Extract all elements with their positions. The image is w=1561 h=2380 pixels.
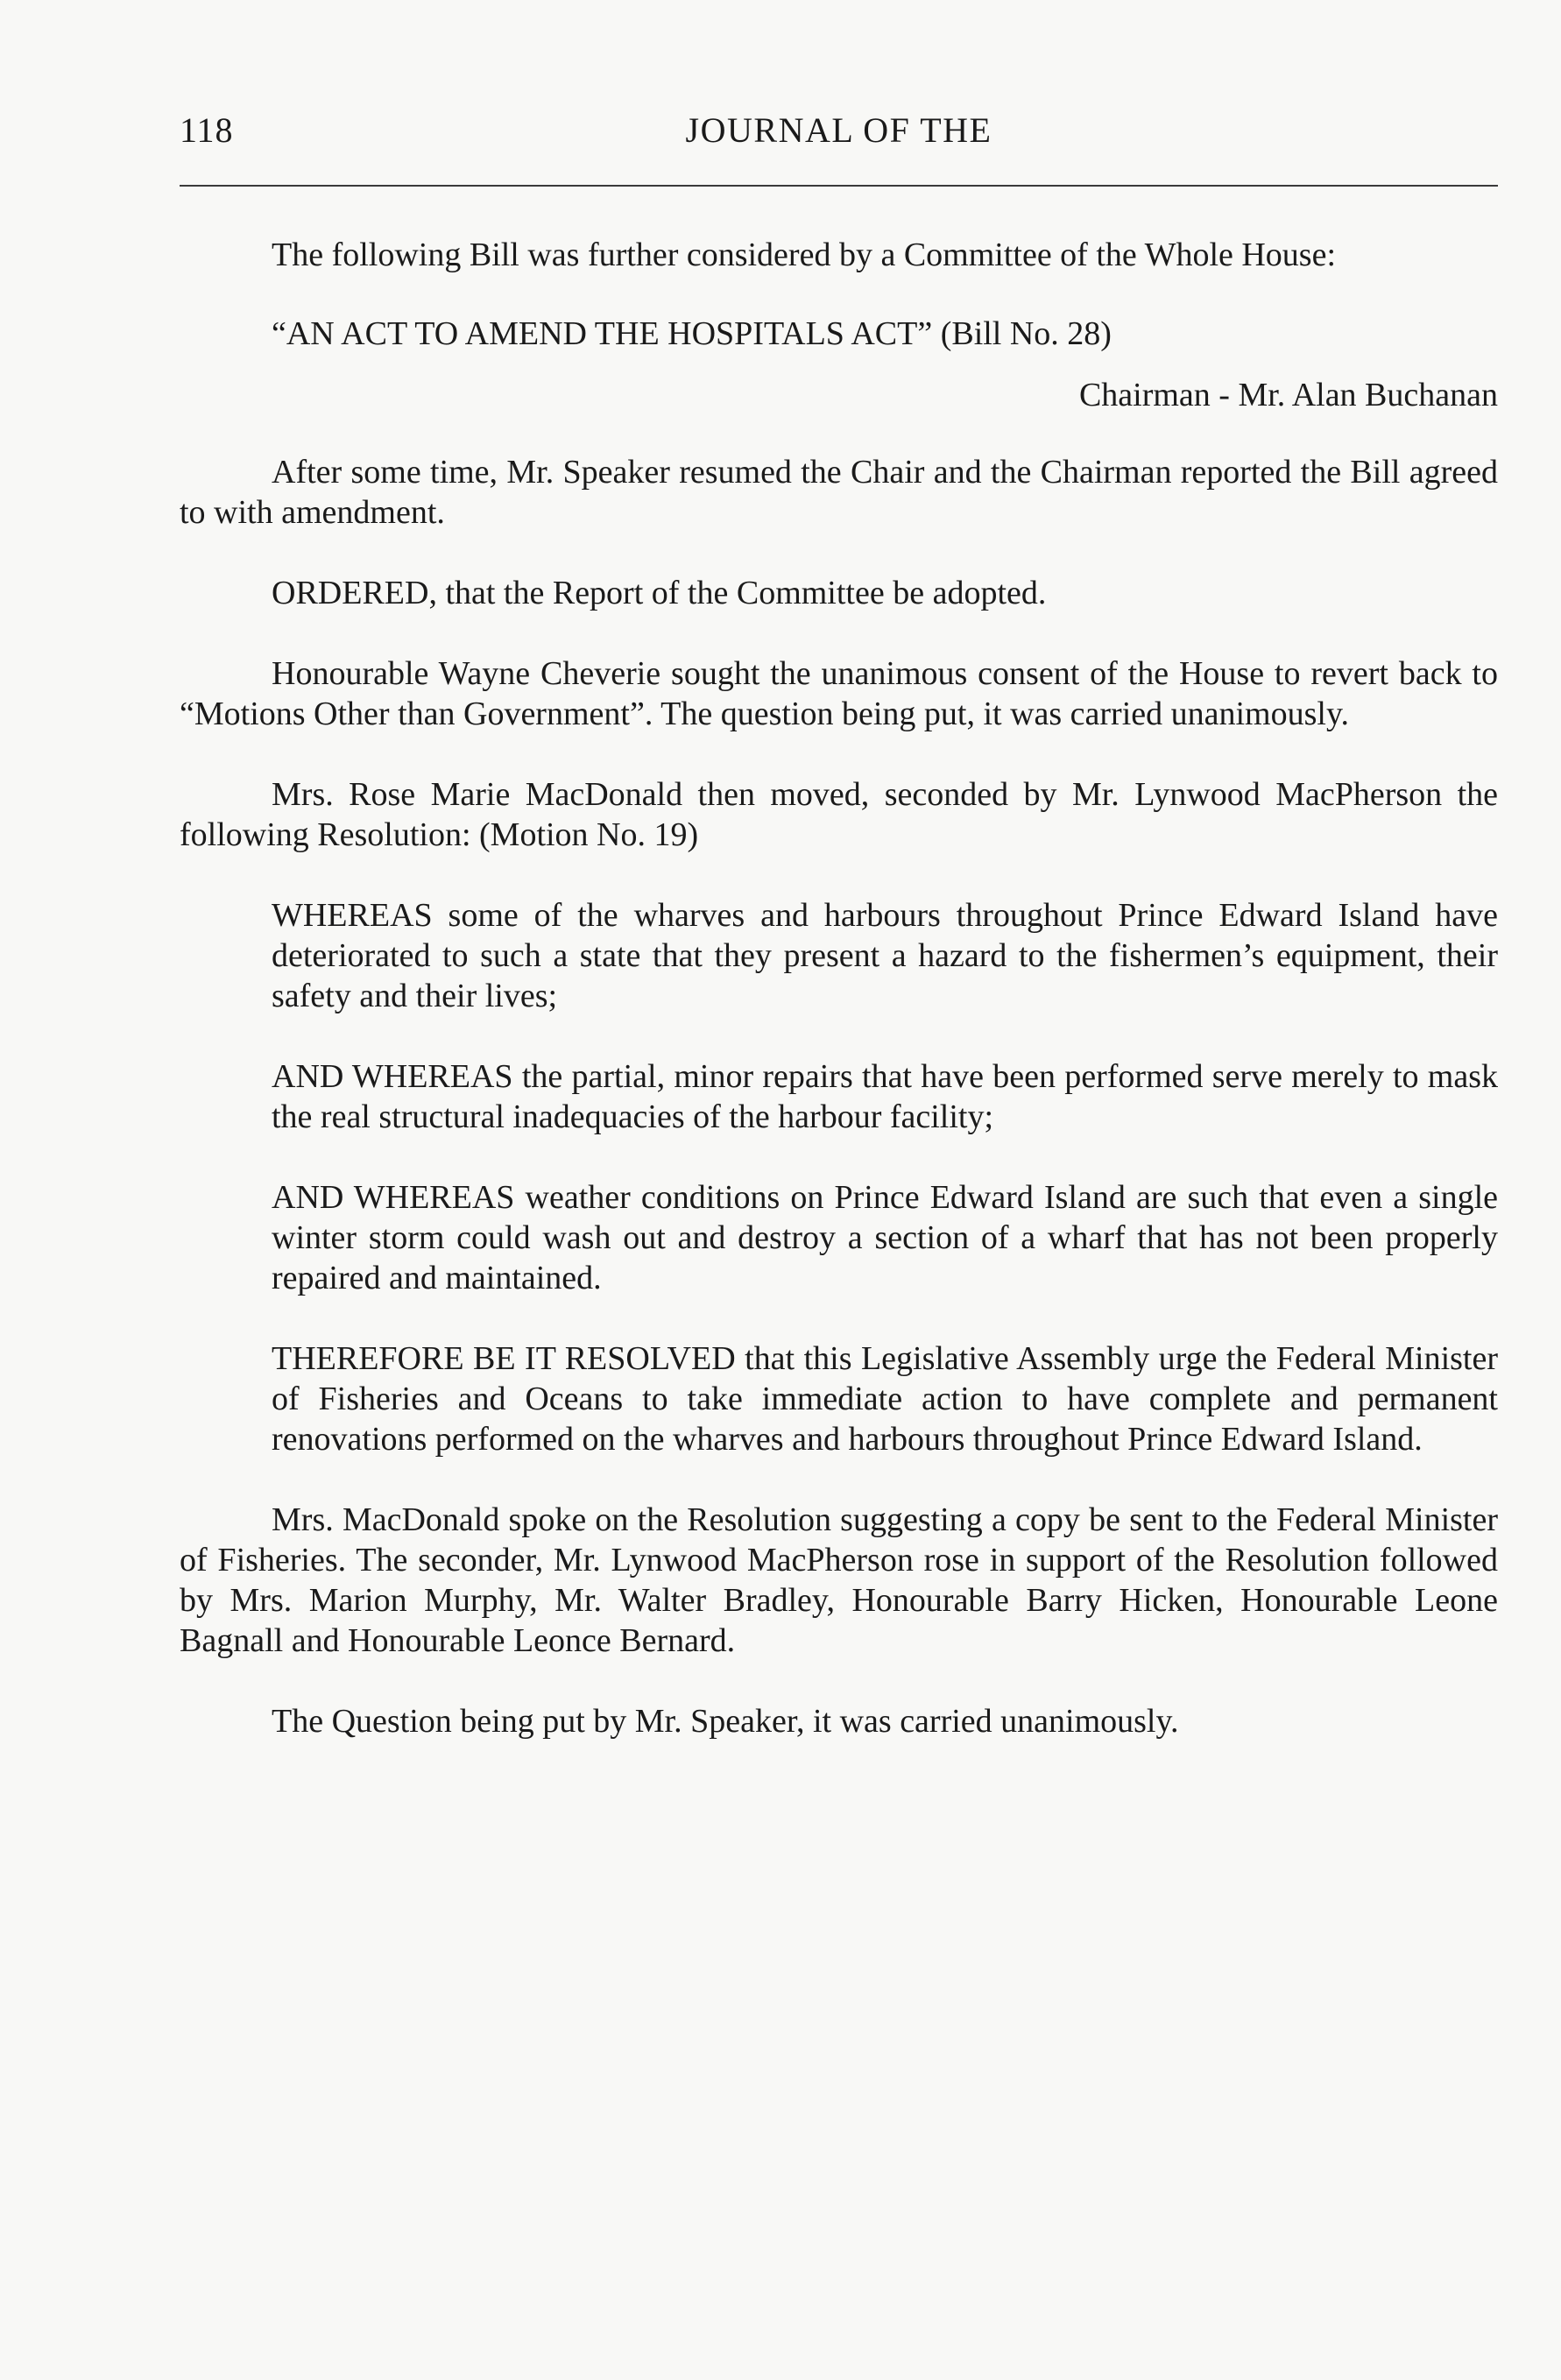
speaker-paragraph: After some time, Mr. Speaker resumed the Chair and the Chairman reported the Bill agreed to with amendment.: [180, 454, 1498, 531]
question-paragraph: The Question being put by Mr. Speaker, it was carried unanimously.: [272, 1703, 1179, 1740]
motion-paragraph: Mrs. Rose Marie MacDonald then moved, seconded by Mr. Lynwood MacPherson the following Resolution: (Motion No. 19): [180, 776, 1498, 853]
ordered-paragraph: ORDERED, that the Report of the Committee be adopted.: [272, 575, 1047, 611]
resolution-clause: AND WHEREAS weather conditions on Prince Edward Island are such that even a single winter storm could wash out and destroy a section of a wharf that has not been properly repaired and maintained.: [272, 1179, 1498, 1296]
running-head: JOURNAL OF THE: [685, 110, 992, 150]
resolution-clause: AND WHEREAS the partial, minor repairs that have been performed serve merely to mask the real structural inadequacies of the harbour facility;: [272, 1058, 1498, 1135]
committee-paragraph: The following Bill was further considered by a Committee of the Whole House:: [272, 237, 1337, 273]
header-rule: [180, 185, 1498, 187]
consent-paragraph: Honourable Wayne Cheverie sought the unanimous consent of the House to revert back to “Motions Other than Government”. The question being put, it was carried unanimously.: [180, 655, 1498, 732]
resolution-clause: THEREFORE BE IT RESOLVED that this Legislative Assembly urge the Federal Minister of Fisheries and Oceans to take immediate action to have complete and permanent renovations performed on the wharves and harbours throughout Prince Edward Island.: [272, 1340, 1498, 1458]
resolution-clause: WHEREAS some of the wharves and harbours throughout Prince Edward Island have deteriorated to such a state that they present a hazard to the fishermen’s equipment, their safety and their lives;: [272, 897, 1498, 1014]
page-header: [180, 109, 1498, 162]
chairman-line: Chairman - Mr. Alan Buchanan: [1078, 377, 1498, 413]
journal-page: [180, 0, 1498, 2380]
page-number: 118: [180, 110, 234, 150]
journal-body: [180, 235, 1498, 1741]
resolution-block: [180, 895, 1498, 1459]
bill-title: “AN ACT TO AMEND THE HOSPITALS ACT” (Bill No. 28): [272, 315, 1112, 352]
debate-paragraph: Mrs. MacDonald spoke on the Resolution suggesting a copy be sent to the Federal Minister of Fisheries. The seconder, Mr. Lynwood MacPherson rose in support of the Resolution followed by Mrs. Marion Murphy, Mr. Walter Bradley, Honourable Barry Hicken, Honourable Leone Bagnall and Honourable Leonce Bernard.: [180, 1501, 1498, 1659]
